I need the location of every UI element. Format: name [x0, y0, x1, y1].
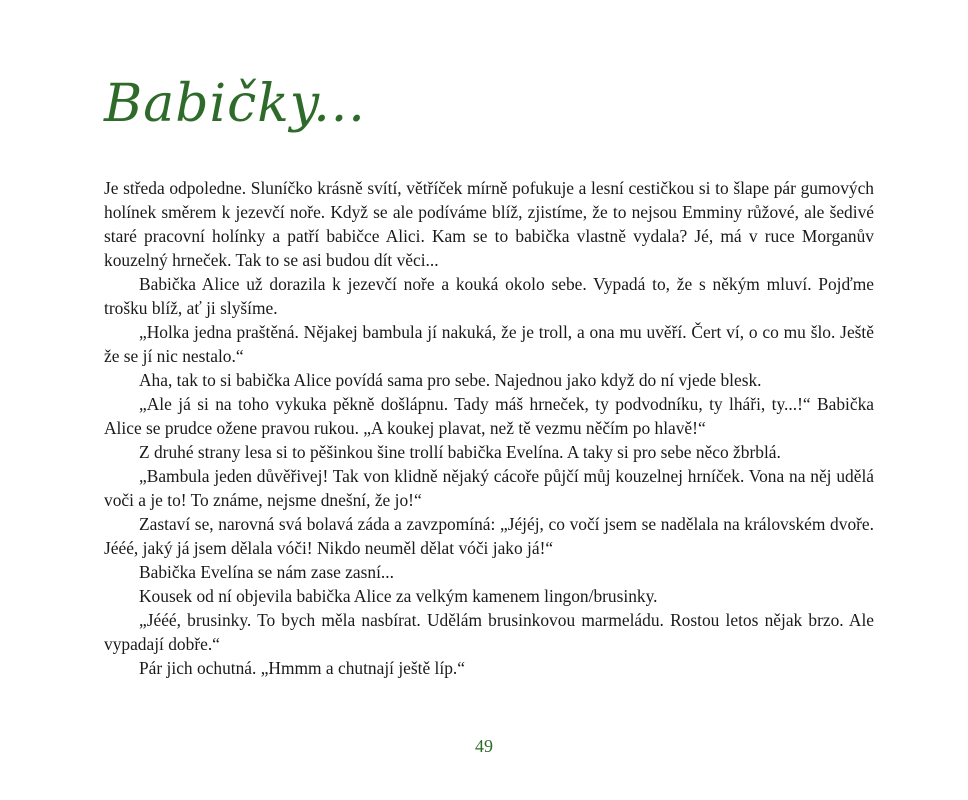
page-number: 49	[475, 736, 493, 756]
chapter-body	[104, 176, 874, 680]
paragraph: „Holka jedna praštěná. Nějakej bambula jí nakuká, že je troll, a ona mu uvěří. Čert ví, o co mu šlo. Ještě že se jí nic nestalo.“	[104, 322, 874, 366]
paragraph: „Ale já si na toho vykuka pěkně došlápnu. Tady máš hrneček, ty podvodníku, ty lháři, ty...!“ Babička Alice se prudce ožene pravou rukou. „A koukej plavat, než tě vezmu něčím po hlavě!“	[104, 394, 874, 438]
paragraph: Z druhé strany lesa si to pěšinkou šine trollí babička Evelína. A taky si pro sebe něco žbrblá.	[139, 442, 781, 462]
paragraph: Je středa odpoledne. Sluníčko krásně svítí, větříček mírně pofukuje a lesní cestičkou si to šlape pár gumových holínek směrem k jezevčí noře. Když se ale podíváme blíž, zjistíme, že to nejsou Emminy růžové, ale šedivé staré pracovní holínky a patří babičce Alici. Kam se to babička vlastně vydala? Jé, má v ruce Morganův kouzelný hrneček. Tak to se asi budou dít věci...	[104, 178, 874, 270]
paragraph: „Bambula jeden důvěřivej! Tak von klidně nějaký cácoře půjčí můj kouzelnej hrníček. Vona na něj udělá voči a je to! To známe, nejsme dnešní, že jo!“	[104, 466, 874, 510]
paragraph: Zastaví se, narovná svá bolavá záda a zavzpomíná: „Jéjéj, co vočí jsem se nadělala na královském dvoře. Jééé, jaký já jsem dělala vóči! Nikdo neuměl dělat vóči jako já!“	[104, 514, 874, 558]
paragraph: Babička Evelína se nám zase zasní...	[139, 562, 394, 582]
paragraph: Aha, tak to si babička Alice povídá sama pro sebe. Najednou jako když do ní vjede blesk.	[139, 370, 762, 390]
paragraph: „Jééé, brusinky. To bych měla nasbírat. Udělám brusinkovou marmeládu. Rostou letos nějak brzo. Ale vypadají dobře.“	[104, 610, 874, 654]
paragraph: Kousek od ní objevila babička Alice za velkým kamenem lingon/brusinky.	[139, 586, 658, 606]
chapter-title: Babičky...	[104, 74, 366, 134]
paragraph: Babička Alice už dorazila k jezevčí noře a kouká okolo sebe. Vypadá to, že s někým mluví. Pojďme trošku blíž, ať ji slyšíme.	[104, 274, 874, 318]
paragraph: Pár jich ochutná. „Hmmm a chutnají ještě líp.“	[139, 658, 465, 678]
